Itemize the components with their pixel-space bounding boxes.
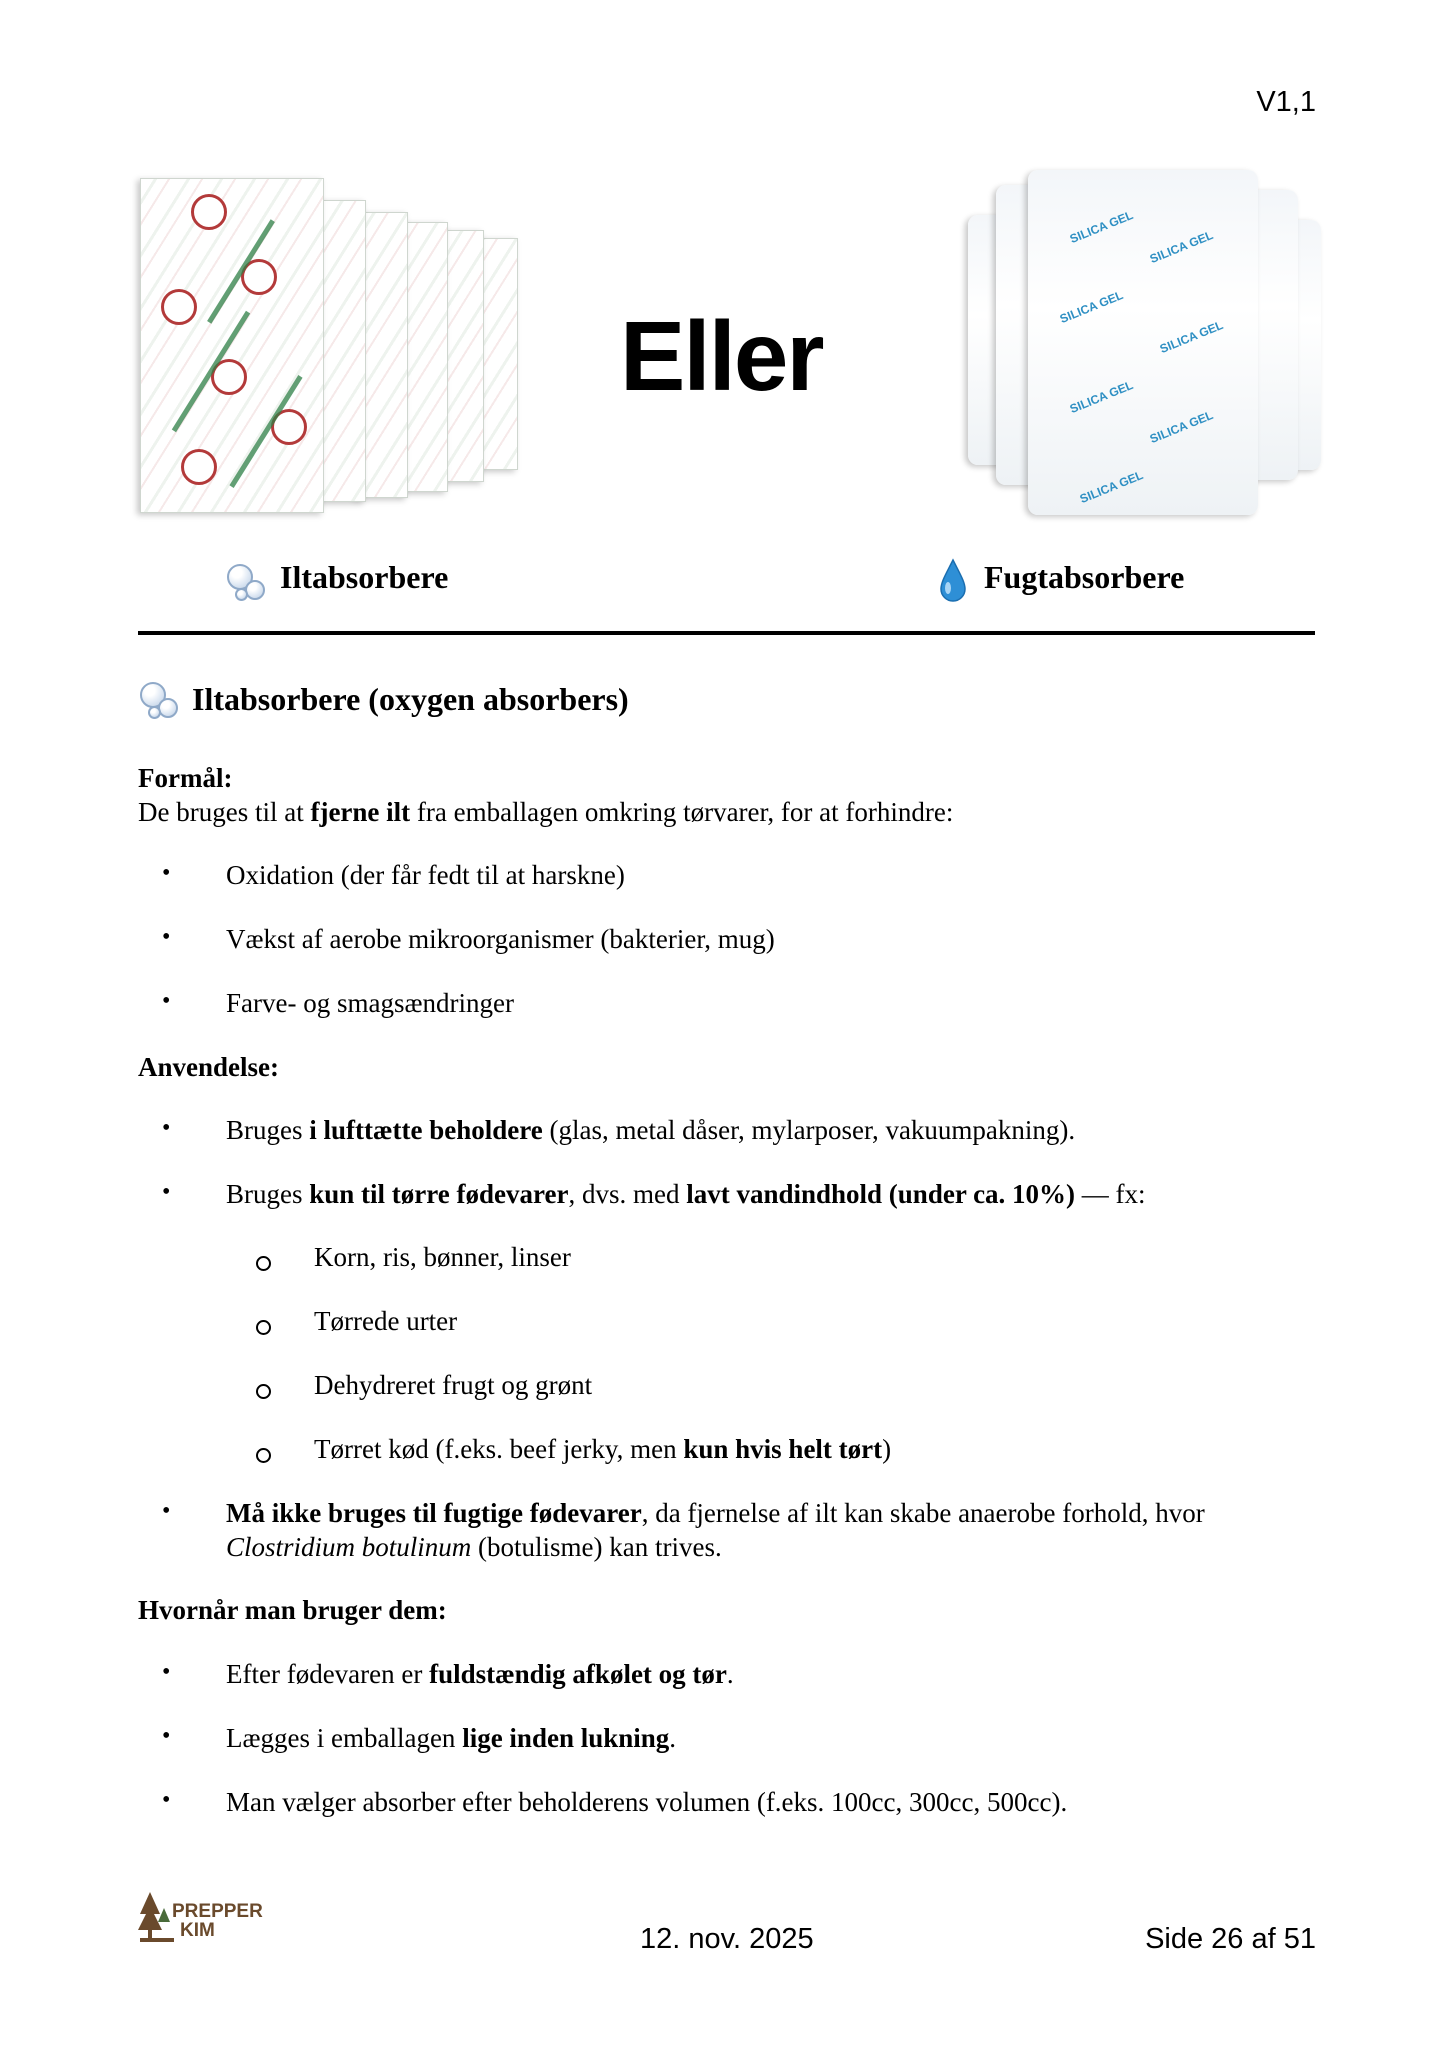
list-item: Oxidation (der får fedt til at harskne) [226, 860, 625, 890]
bullet-icon: • [162, 1498, 171, 1524]
bullet-icon: • [162, 860, 171, 886]
bullet-icon: • [162, 1723, 171, 1749]
bullet-icon: • [162, 1787, 171, 1813]
formaal-heading: Formål: [138, 763, 233, 793]
sub-bullet-icon [256, 1320, 271, 1335]
bullet-icon: • [162, 988, 171, 1014]
footer-date: 12. nov. 2025 [640, 1923, 814, 1955]
list-item: Må ikke bruges til fugtige fødevarer, da fjernelse af ilt kan skabe anaerobe forhold, hvor [226, 1498, 1205, 1528]
list-item: Farve- og smagsændringer [226, 988, 514, 1018]
sub-list-item: Dehydreret frugt og grønt [314, 1370, 593, 1400]
bubbles-icon [225, 560, 267, 602]
divider [138, 631, 1315, 635]
logo-text: PREPPER KIM [172, 1901, 263, 1941]
page-number: Side 26 af 51 [1145, 1923, 1316, 1955]
list-item: Vækst af aerobe mikroorganismer (bakterier, mug) [226, 924, 775, 954]
list-item: Bruges kun til tørre fødevarer, dvs. med lavt vandindhold (under ca. 10%) — fx: [226, 1179, 1146, 1209]
section-title: Iltabsorbere (oxygen absorbers) [192, 681, 629, 717]
sub-bullet-icon [256, 1384, 271, 1399]
list-item: Lægges i emballagen lige inden lukning. [226, 1723, 677, 1753]
oxygen-absorber-image [140, 178, 520, 513]
list-item: Bruges i lufttætte beholdere (glas, metal dåser, mylarposer, vakuumpakning). [226, 1115, 1076, 1145]
list-item: Man vælger absorber efter beholderens volumen (f.eks. 100cc, 300cc, 500cc). [226, 1787, 1068, 1817]
page-title: Eller [620, 301, 823, 411]
anvendelse-heading: Anvendelse: [138, 1052, 279, 1082]
sub-bullet-icon [256, 1448, 271, 1463]
bullet-icon: • [162, 1659, 171, 1685]
sub-bullet-icon [256, 1256, 271, 1271]
bullet-icon: • [162, 1115, 171, 1141]
water-drop-icon [938, 558, 968, 602]
sub-list-item: Tørret kød (f.eks. beef jerky, men kun hvis helt tørt) [314, 1434, 892, 1464]
moisture-absorbers-label: Fugtabsorbere [984, 559, 1185, 595]
version-label: V1,1 [1256, 86, 1316, 118]
oxygen-absorbers-label: Iltabsorbere [280, 559, 449, 595]
formaal-intro: De bruges til at fjerne ilt fra emballagen omkring tørvarer, for at forhindre: [138, 797, 954, 827]
list-item: Efter fødevaren er fuldstændig afkølet og tør. [226, 1659, 734, 1689]
list-item-continuation: Clostridium botulinum (botulisme) kan trives. [226, 1532, 722, 1562]
bubbles-icon [138, 678, 180, 720]
hvornaar-heading: Hvornår man bruger dem: [138, 1595, 447, 1625]
sub-list-item: Tørrede urter [314, 1306, 458, 1336]
sub-list-item: Korn, ris, bønner, linser [314, 1242, 571, 1272]
bullet-icon: • [162, 924, 171, 950]
silica-gel-image: SILICA GEL SILICA GEL SILICA GEL SILICA GEL SILICA GEL SILICA GEL SILICA GEL [968, 170, 1323, 520]
bullet-icon: • [162, 1179, 171, 1205]
